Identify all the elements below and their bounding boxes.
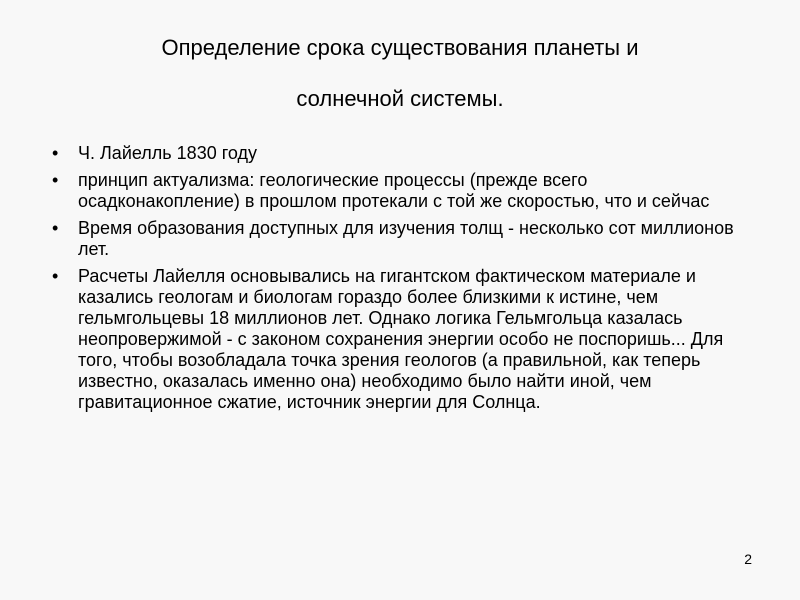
bullet-list — [48, 143, 748, 419]
bullet-item-lyell-1830: • Ч. Лайелль 1830 году — [48, 143, 748, 164]
page-number: 2 — [744, 551, 752, 567]
bullet-item-calculations: • Расчеты Лайелля основывались на гигантском фактическом материале и казались геологам и биологам гораздо более близкими к истине, чем гельмгольцевы 18 миллионов лет. Однако логика Гельмгольца казалась неопровержимой - с законом сохранения энергии особо не поспоришь... Для того, чтобы возобладала точка зрения геологов (а правильной, как теперь известно, оказалась именно она) необходимо было найти иной, чем гравитационное сжатие, источник энергии для Солнца. — [48, 266, 748, 413]
slide-title-line-2: солнечной системы. — [296, 86, 504, 111]
bullet-item-formation-time: • Время образования доступных для изучения толщ - несколько сот миллионов лет. — [48, 218, 748, 260]
bullet-item-actualism: • принцип актуализма: геологические процессы (прежде всего осадконакопление) в прошлом протекали с той же скоростью, что и сейчас — [48, 170, 748, 212]
slide-title-line-1: Определение срока существования планеты и — [161, 35, 639, 60]
